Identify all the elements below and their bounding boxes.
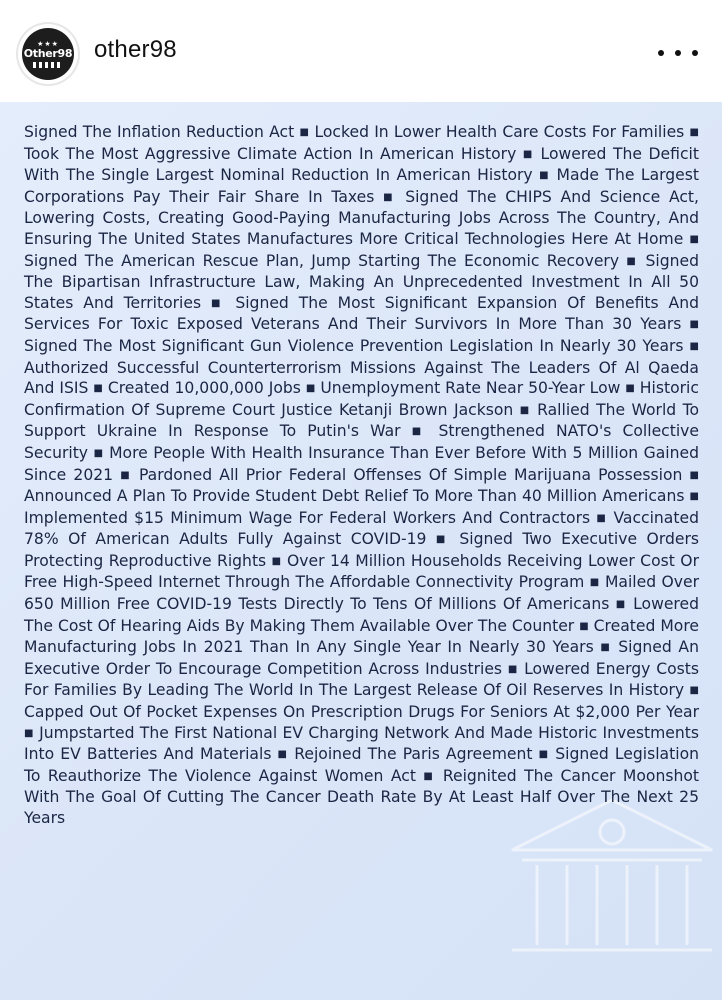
separator-icon: ■	[579, 620, 589, 632]
accomplishment-item: Signed The Most Significant Gun Violence Prevention Legislation In Nearly 30 Years	[24, 336, 684, 355]
separator-icon: ■	[120, 469, 132, 481]
more-options-icon[interactable]	[658, 45, 698, 61]
separator-icon: ■	[625, 383, 635, 395]
accomplishment-item: Signed Two Executive Orders Protecting Reproductive Rights	[24, 530, 699, 570]
accomplishment-item: Created More Manufacturing Jobs In 2021 Than In Any Single Year In Nearly 30 Years	[24, 616, 700, 657]
separator-icon: ■	[93, 383, 103, 395]
accomplishment-item: Implemented $15 Minimum Wage For Federal Workers And Contractors	[24, 508, 591, 527]
separator-icon: ■	[600, 642, 612, 654]
avatar-stripes	[33, 62, 63, 68]
separator-icon: ■	[689, 233, 699, 245]
avatar[interactable]	[18, 24, 78, 84]
separator-icon: ■	[383, 191, 397, 203]
separator-icon: ■	[411, 426, 428, 438]
post-image[interactable]	[0, 102, 722, 1000]
accomplishment-item: Signed An Executive Order To Encourage Competition Across Industries	[24, 638, 699, 678]
more-dot	[675, 50, 681, 56]
separator-icon: ■	[689, 319, 699, 331]
post-header	[0, 0, 722, 102]
accomplishment-item: Unemployment Rate Near 50-Year Low	[320, 379, 621, 398]
accomplishment-item: Signed The Most Significant Expansion Of Benefits And Services For Toxic Exposed Veterans And Their Survivors In More Than 30 Years	[24, 293, 699, 334]
separator-icon: ■	[299, 127, 310, 138]
avatar-stars: ★★★	[37, 39, 59, 48]
accomplishment-item: Rejoined The Paris Agreement	[294, 745, 533, 764]
accomplishment-item: Made The Largest Corporations Pay Their Fair Share In Taxes	[24, 166, 699, 206]
separator-icon: ■	[522, 148, 534, 160]
avatar-logo	[22, 28, 74, 80]
accomplishment-item: Jumpstarted The First National EV Charging Network And Made Historic Investments Into EV Batteries And Materials	[24, 723, 699, 764]
accomplishment-item: Historic Confirmation Of Supreme Court Justice Ketanji Brown Jackson	[24, 379, 699, 419]
accomplishment-item: Over 14 Million Households Receiving Lower Cost Or Free High-Speed Internet Through The Affordable Connectivity Program	[24, 551, 699, 592]
more-dot	[658, 50, 664, 56]
accomplishment-item: Signed The Bipartisan Infrastructure Law, Making An Unprecedented Investment In All 50 States And Territories	[24, 251, 699, 312]
accomplishment-item: Pardoned All Prior Federal Offenses Of Simple Marijuana Possession	[138, 465, 683, 484]
accomplishment-item: Signed The American Rescue Plan, Jump Starting The Economic Recovery	[24, 251, 620, 270]
separator-icon: ■	[689, 340, 699, 352]
accomplishment-item: Signed The CHIPS And Science Act, Lowering Costs, Creating Good-Paying Manufacturing Jobs Across The Country, And Ensuring The United States Manufactures More Critical Technologies Here At Home	[24, 187, 700, 248]
separator-icon: ■	[423, 770, 436, 782]
separator-icon: ■	[589, 577, 600, 589]
separator-icon: ■	[24, 727, 34, 739]
separator-icon: ■	[689, 469, 699, 481]
accomplishment-item: Vaccinated 78% Of American Adults Fully Against COVID-19	[24, 508, 699, 549]
accomplishment-item: Mailed Over 650 Million Free COVID-19 Tests Directly To Tens Of Millions Of Americans	[24, 573, 699, 614]
separator-icon: ■	[689, 127, 699, 138]
separator-icon: ■	[689, 685, 699, 697]
separator-icon: ■	[689, 491, 699, 503]
separator-icon: ■	[277, 749, 289, 761]
separator-icon: ■	[435, 534, 450, 546]
accomplishment-item: Rallied The World To Support Ukraine In Response To Putin's War	[24, 400, 700, 441]
separator-icon: ■	[539, 170, 551, 182]
separator-icon: ■	[507, 663, 519, 675]
accomplishment-item: Lowered The Cost Of Hearing Aids By Making Them Available Over The Counter	[24, 595, 699, 635]
separator-icon: ■	[93, 447, 104, 459]
accomplishment-item: Created 10,000,000 Jobs	[107, 379, 301, 398]
separator-icon: ■	[305, 383, 316, 395]
separator-icon: ■	[596, 512, 608, 524]
accomplishment-item: Reignited The Cancer Moonshot With The Goal Of Cutting The Cancer Death Rate By At Least Half Over The Next 25 Years	[24, 766, 699, 827]
separator-icon: ■	[519, 404, 531, 416]
accomplishment-item: Locked In Lower Health Care Costs For Families	[314, 123, 685, 141]
accomplishment-item: Signed Legislation To Reauthorize The Violence Against Women Act	[24, 745, 699, 785]
separator-icon: ■	[626, 255, 639, 267]
accomplishment-item: Lowered Energy Costs For Families By Leading The World In The Largest Release Of Oil Reserves In History	[24, 659, 699, 700]
accomplishment-item: More People With Health Insurance Than Ever Before With 5 Million Gained Since 2021	[24, 443, 699, 484]
accomplishment-item: Capped Out Of Pocket Expenses On Prescription Drugs For Seniors At $2,000 Per Year	[24, 703, 699, 722]
accomplishment-item: Signed The Inflation Reduction Act	[24, 123, 295, 141]
separator-icon: ■	[271, 555, 282, 567]
accomplishment-item: Strengthened NATO's Collective Security	[24, 422, 700, 462]
separator-icon: ■	[538, 749, 550, 761]
more-dot	[692, 50, 698, 56]
accomplishments-text	[24, 122, 699, 829]
accomplishment-item: Took The Most Aggressive Climate Action In American History	[24, 144, 517, 163]
separator-icon: ■	[211, 297, 226, 309]
username-link[interactable]: other98	[94, 36, 177, 63]
accomplishment-item: Announced A Plan To Provide Student Debt Relief To More Than 40 Million Americans	[24, 487, 685, 506]
separator-icon: ■	[615, 599, 627, 611]
accomplishment-item: Lowered The Deficit With The Single Largest Nominal Reduction In American History	[24, 144, 699, 185]
avatar-logo-text: Other98	[23, 46, 73, 60]
accomplishment-item: Authorized Successful Counterterrorism Missions Against The Leaders Of Al Qaeda And ISIS	[24, 358, 699, 398]
